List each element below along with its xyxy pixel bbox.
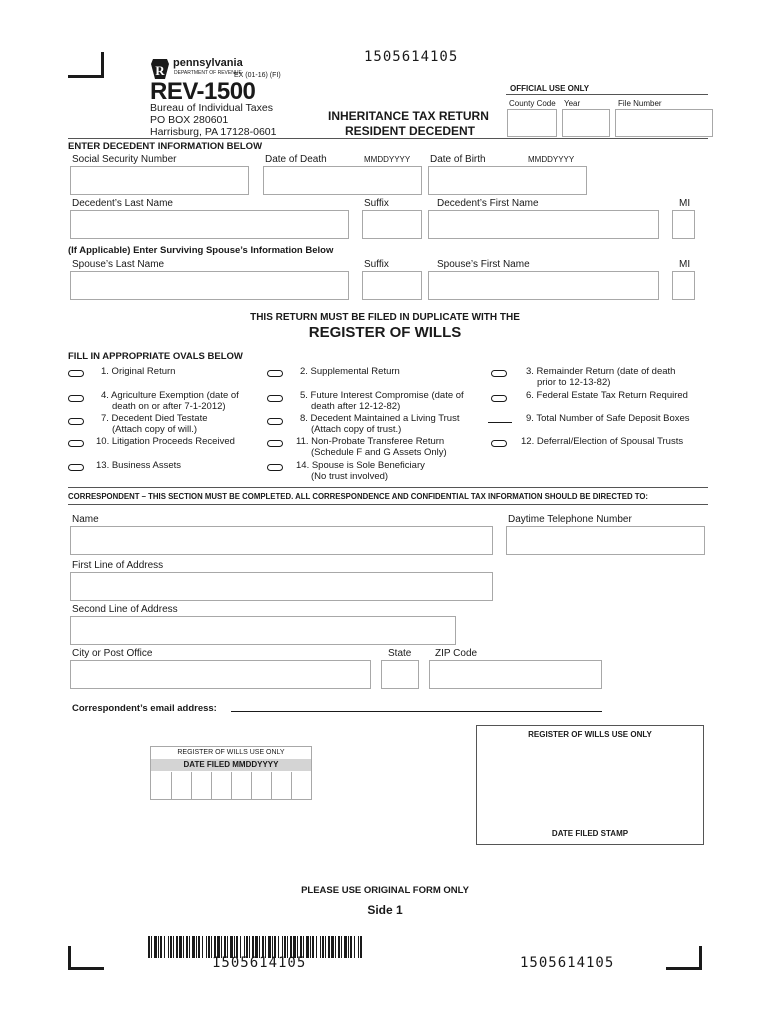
option-8-line-2: (Attach copy of trust.) (311, 424, 402, 435)
oval-14[interactable] (267, 464, 283, 471)
option-5-line-1: 5. Future Interest Compromise (date of (300, 390, 464, 401)
decedent-heading: ENTER DECEDENT INFORMATION BELOW (68, 141, 263, 152)
date-of-birth-input[interactable] (428, 166, 587, 195)
address-line-3: Harrisburg, PA 17128-0601 (150, 126, 277, 138)
option-8-label (300, 413, 459, 435)
county-code-label: County Code (509, 99, 556, 108)
official-use-rule (506, 94, 708, 95)
form-title-line-2: RESIDENT DECEDENT (345, 124, 476, 138)
address-line-2: PO BOX 280601 (150, 114, 229, 126)
filing-notice-line-2: REGISTER OF WILLS (308, 324, 462, 341)
keystone-icon (150, 58, 170, 80)
spouse-first-name-label: Spouse’s First Name (437, 259, 530, 270)
spouse-mi-input[interactable] (672, 271, 695, 300)
option-3-line-2: prior to 12-13-82) (537, 377, 611, 388)
original-form-notice: PLEASE USE ORIGINAL FORM ONLY (301, 885, 469, 896)
dod-format-label: MMDDYYYY (364, 155, 411, 164)
option-11-line-2: (Schedule F and G Assets Only) (311, 447, 447, 458)
file-number-box[interactable] (615, 109, 713, 137)
year-label: Year (564, 99, 581, 108)
address-1-input[interactable] (70, 572, 493, 601)
stamp-label: DATE FILED STAMP (551, 829, 629, 838)
svg-text:R: R (155, 63, 165, 78)
side-label: Side 1 (367, 903, 403, 917)
corner-mark-top-left (68, 52, 104, 78)
oval-7[interactable] (68, 418, 84, 425)
option-4-line-2: death on or after 7-1-2012) (112, 401, 226, 412)
option-2-label: 2. Supplemental Return (300, 366, 400, 377)
zip-label: ZIP Code (435, 648, 478, 659)
date-of-birth-label: Date of Birth (430, 154, 486, 165)
ovals-rule (68, 487, 708, 488)
email-label: Correspondent’s email address: (72, 703, 217, 714)
barcode-number: 1505614105 (212, 955, 307, 971)
oval-3[interactable] (491, 370, 507, 377)
option-3-line-1: 3. Remainder Return (date of death (526, 366, 676, 377)
oval-8[interactable] (267, 418, 283, 425)
address-1-label: First Line of Address (72, 560, 164, 571)
oval-12[interactable] (491, 440, 507, 447)
ssn-label: Social Security Number (72, 154, 177, 165)
zip-input[interactable] (429, 660, 602, 689)
phone-input[interactable] (506, 526, 705, 555)
date-filed-cells[interactable] (151, 772, 311, 799)
decedent-last-name-label: Decedent’s Last Name (72, 198, 173, 209)
corner-mark-bottom-left (68, 946, 104, 970)
option-12-label: 12. Deferral/Election of Spousal Trusts (521, 436, 684, 447)
option-11-label (296, 436, 447, 458)
decedent-suffix-input[interactable] (362, 210, 422, 239)
oval-13[interactable] (68, 464, 84, 471)
ssn-input[interactable] (70, 166, 249, 195)
decedent-mi-label: MI (679, 198, 691, 209)
correspondent-rule (68, 504, 708, 505)
oval-4[interactable] (68, 395, 84, 402)
option-7-label (101, 413, 208, 435)
state-label: State (388, 648, 412, 659)
logo-state: pennsylvania (173, 57, 243, 69)
spouse-mi-label: MI (679, 259, 691, 270)
city-input[interactable] (70, 660, 371, 689)
option-7-line-1: 7. Decedent Died Testate (101, 413, 208, 424)
form-title-line-1: INHERITANCE TAX RETURN (328, 109, 489, 123)
decedent-suffix-label: Suffix (364, 198, 389, 209)
register-small-title: REGISTER OF WILLS USE ONLY (177, 749, 285, 756)
logo-dept: DEPARTMENT OF REVENUE (174, 70, 242, 76)
form-id: REV-1500 (150, 78, 256, 105)
option-11-line-1: 11. Non-Probate Transferee Return (296, 436, 445, 447)
oval-6[interactable] (491, 395, 507, 402)
address-2-input[interactable] (70, 616, 456, 645)
option-6-label: 6. Federal Estate Tax Return Required (526, 390, 688, 401)
option-1-label: 1. Original Return (101, 366, 176, 377)
oval-2[interactable] (267, 370, 283, 377)
option-14-label (296, 460, 425, 482)
option-3-label (526, 366, 675, 388)
option-14-line-2: (No trust involved) (311, 471, 389, 482)
oval-5[interactable] (267, 395, 283, 402)
correspondent-heading: CORRESPONDENT – THIS SECTION MUST BE COMPLETED. ALL CORRESPONDENCE AND CONFIDENTIAL TAX INFORMATION SHOULD BE DIRECTED TO: (68, 492, 649, 501)
correspondent-name-input[interactable] (70, 526, 493, 555)
option-7-line-2: (Attach copy of will.) (112, 424, 197, 435)
spouse-suffix-input[interactable] (362, 271, 422, 300)
year-box[interactable] (562, 109, 610, 137)
email-input-line[interactable] (231, 711, 602, 712)
spouse-heading: (If Applicable) Enter Surviving Spouse’s Information Below (68, 245, 334, 256)
spouse-first-name-input[interactable] (428, 271, 659, 300)
ovals-heading: FILL IN APPROPRIATE OVALS BELOW (68, 351, 243, 362)
file-number-label: File Number (618, 99, 662, 108)
register-date-box (150, 746, 312, 800)
option-10-label: 10. Litigation Proceeds Received (96, 436, 235, 447)
date-of-death-label: Date of Death (265, 154, 327, 165)
oval-10[interactable] (68, 440, 84, 447)
city-label: City or Post Office (72, 648, 153, 659)
form-version: EX (01-16) (FI) (234, 72, 281, 79)
dob-format-label: MMDDYYYY (528, 155, 575, 164)
oval-11[interactable] (267, 440, 283, 447)
name-label: Name (72, 514, 99, 525)
option-4-line-1: 4. Agriculture Exemption (date of (101, 390, 239, 401)
option-9-label: 9. Total Number of Safe Deposit Boxes (526, 413, 690, 424)
stamp-title: REGISTER OF WILLS USE ONLY (528, 730, 652, 739)
date-filed-label: DATE FILED MMDDYYYY (151, 759, 311, 771)
phone-label: Daytime Telephone Number (508, 514, 632, 525)
date-of-death-input[interactable] (263, 166, 422, 195)
decedent-last-name-input[interactable] (70, 210, 349, 239)
option-13-label: 13. Business Assets (96, 460, 182, 471)
decedent-first-name-label: Decedent’s First Name (437, 198, 539, 209)
corner-mark-bottom-right (666, 946, 702, 970)
option-8-line-1: 8. Decedent Maintained a Living Trust (300, 413, 460, 424)
oval-1[interactable] (68, 370, 84, 377)
address-2-label: Second Line of Address (72, 604, 178, 615)
safe-deposit-count-line[interactable] (488, 422, 512, 423)
state-input[interactable] (381, 660, 419, 689)
right-form-number: 1505614105 (520, 955, 615, 971)
decedent-first-name-input[interactable] (428, 210, 659, 239)
header-rule (68, 138, 708, 139)
register-stamp-box (476, 725, 704, 845)
decedent-mi-input[interactable] (672, 210, 695, 239)
option-4-label (101, 390, 239, 412)
top-form-number: 1505614105 (364, 49, 459, 65)
spouse-suffix-label: Suffix (364, 259, 389, 270)
county-code-box[interactable] (507, 109, 557, 137)
option-14-line-1: 14. Spouse is Sole Beneficiary (296, 460, 425, 471)
filing-notice-line-1: THIS RETURN MUST BE FILED IN DUPLICATE WITH THE (250, 312, 520, 323)
option-5-line-2: death after 12-12-82) (311, 401, 401, 412)
spouse-last-name-input[interactable] (70, 271, 349, 300)
official-use-title: OFFICIAL USE ONLY (510, 84, 590, 93)
option-5-label (300, 390, 464, 412)
spouse-last-name-label: Spouse’s Last Name (72, 259, 165, 270)
address-line-1: Bureau of Individual Taxes (150, 102, 273, 114)
